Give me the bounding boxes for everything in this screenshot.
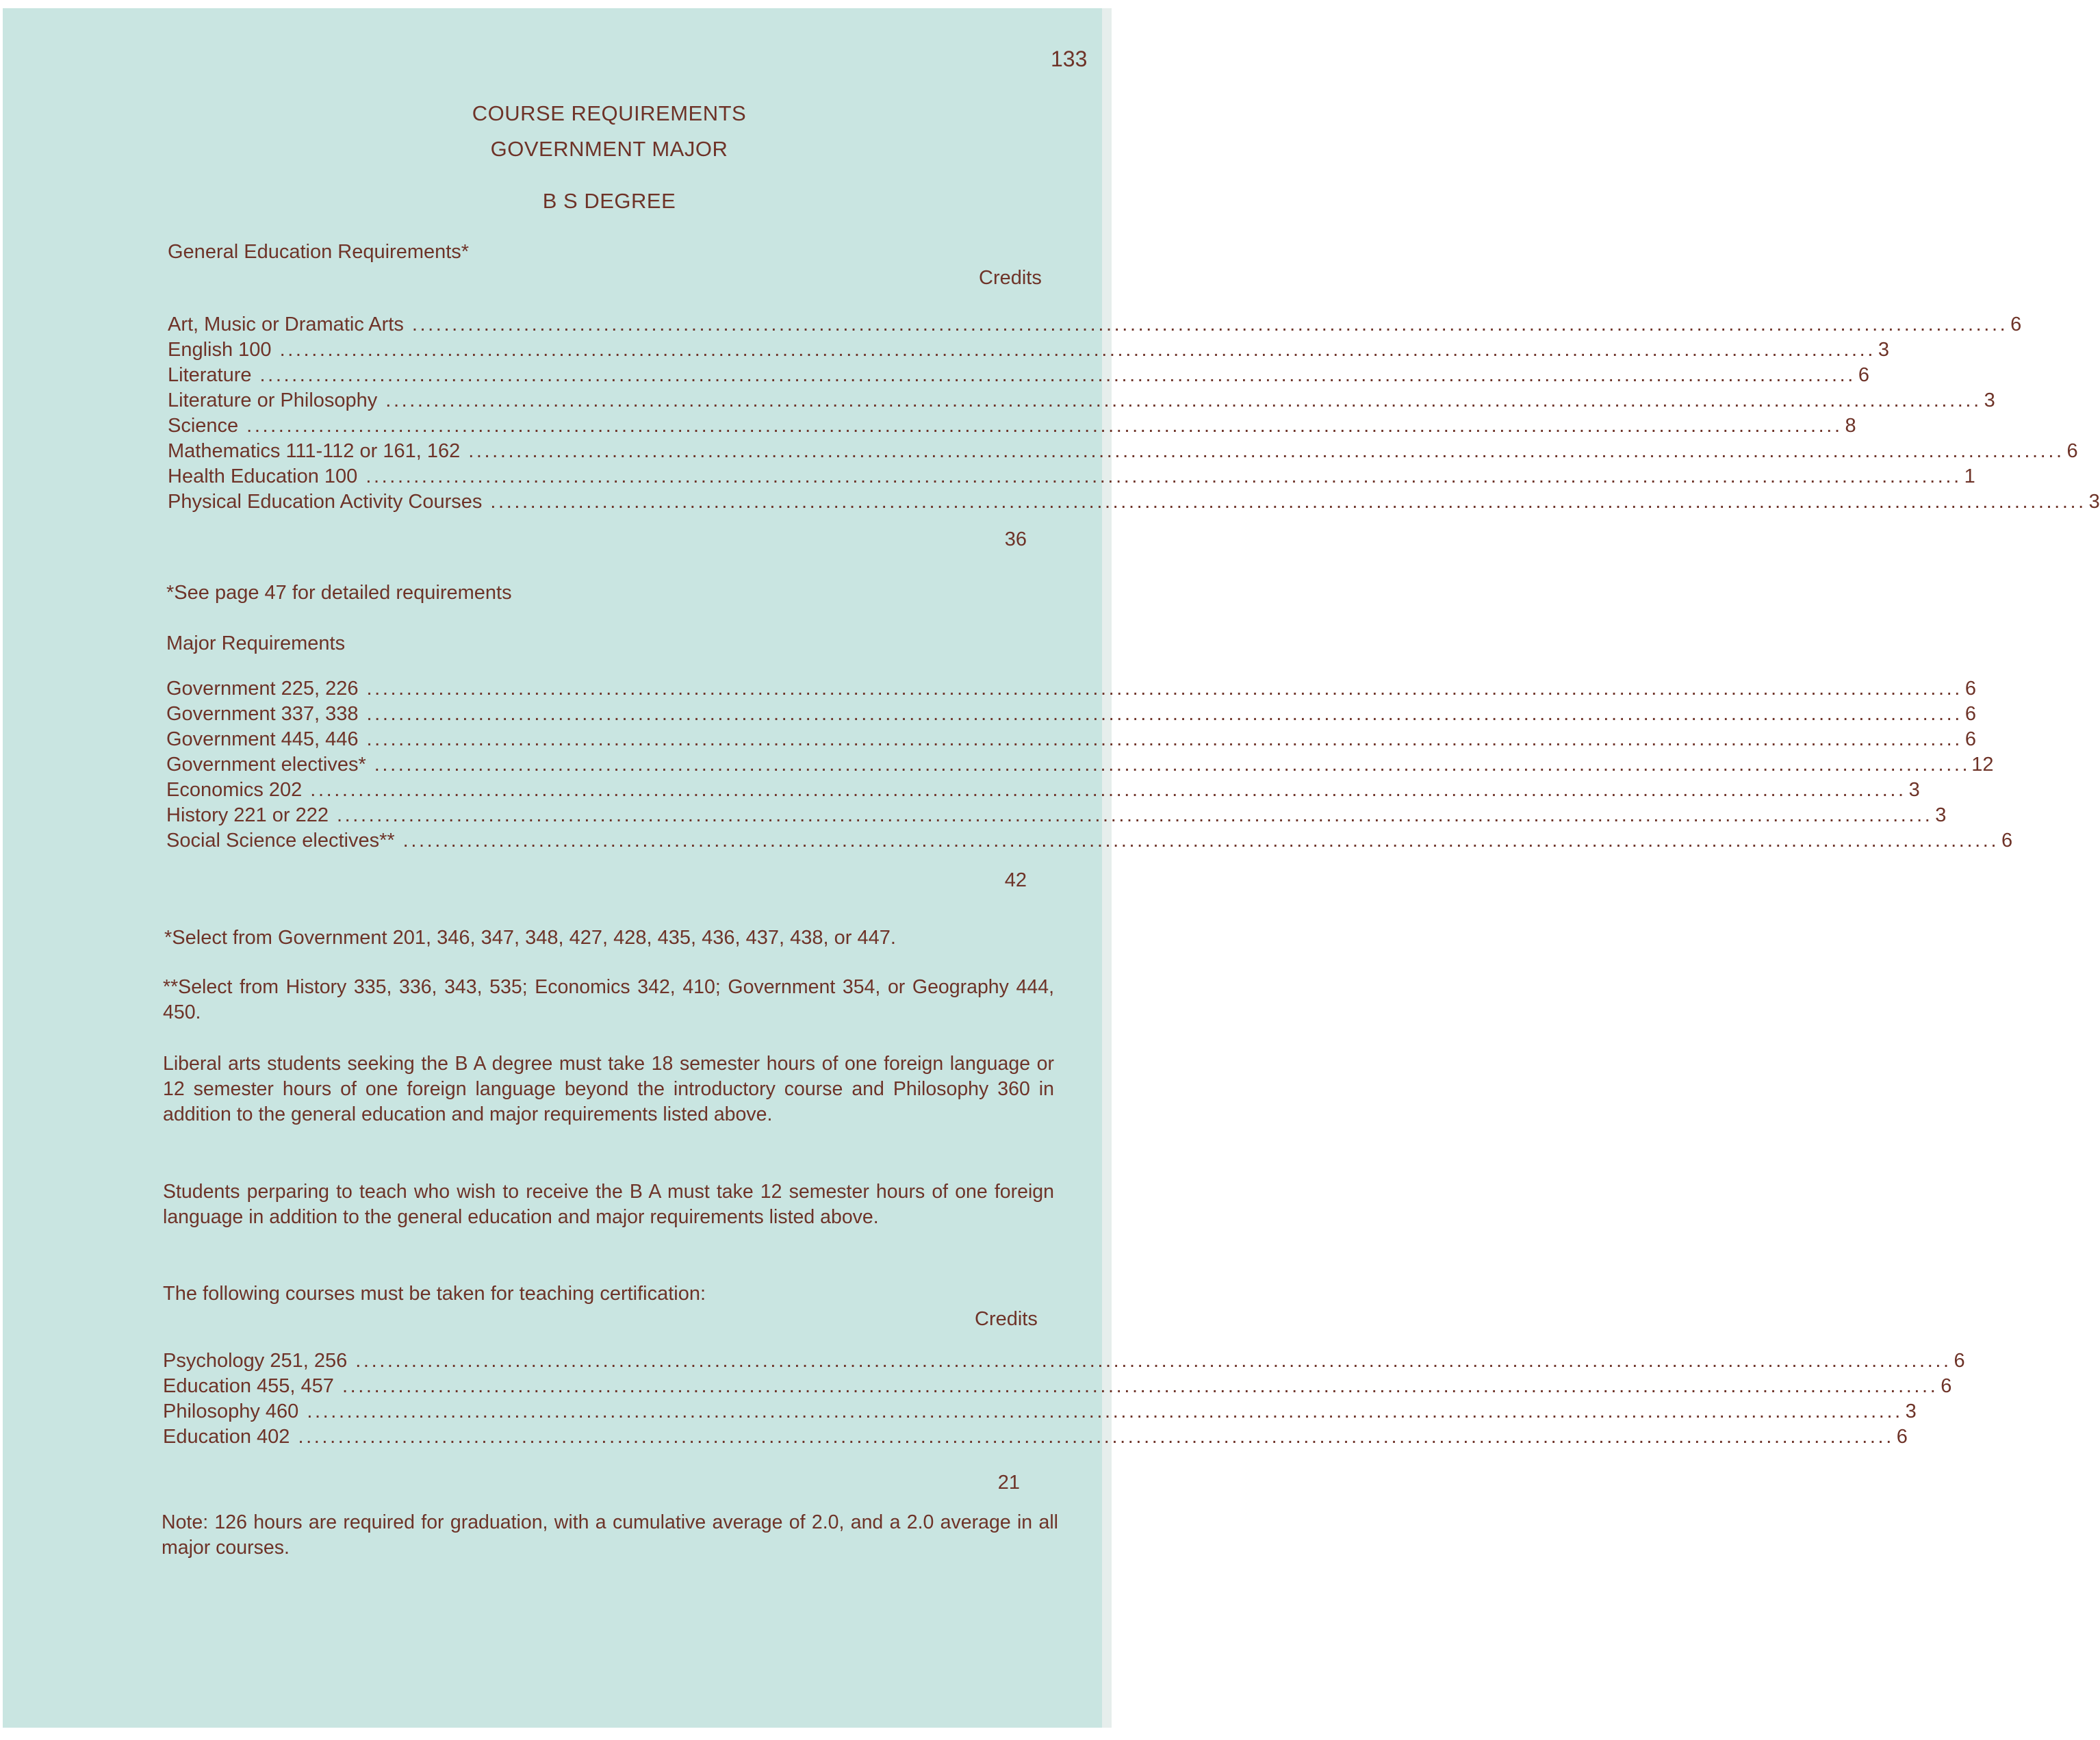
- graduation-note: Note: 126 hours are required for graduation, with a cumulative average of 2.0, and a 2.0 average in all major courses.: [162, 1511, 1058, 1559]
- course-credits: 3: [1984, 389, 1995, 411]
- dot-leader: ........................................................................................................................................................................................................: [402, 830, 1999, 852]
- requirement-row: [168, 415, 1856, 439]
- course-credits: 3: [1878, 339, 1889, 361]
- major-footnote-2: **Select from History 335, 336, 343, 535; Economics 342, 410; Government 354, or Geography 444, 450.: [163, 976, 1054, 1023]
- course-credits: 6: [1858, 364, 1869, 386]
- requirement-row: [168, 389, 1995, 414]
- requirement-row: [168, 465, 1975, 490]
- heading-line2: GOVERNMENT MAJOR: [490, 137, 728, 161]
- course-label: Psychology 251, 256: [163, 1350, 348, 1372]
- course-label: Physical Education Activity Courses: [168, 491, 483, 513]
- course-label: History 221 or 222: [166, 804, 329, 826]
- course-credits: 6: [2010, 314, 2022, 335]
- requirement-row: [166, 779, 1920, 804]
- dot-leader: ........................................................................................................................................................................................................: [468, 440, 2064, 462]
- course-label: Art, Music or Dramatic Arts: [168, 314, 404, 335]
- course-credits: 3: [1908, 779, 1920, 801]
- course-label: Education 402: [163, 1426, 290, 1448]
- course-label: Mathematics 111-112 or 161, 162: [168, 440, 461, 462]
- course-credits: 6: [1964, 728, 1976, 750]
- dot-leader: ........................................................................................................................................................................................................: [490, 491, 2086, 513]
- course-credits: 3: [1935, 804, 1947, 826]
- course-label: Economics 202: [166, 779, 303, 801]
- course-credits: 12: [1971, 754, 1994, 776]
- dot-leader: ........................................................................................................................................................................................................: [366, 703, 1962, 725]
- course-label: Education 455, 457: [163, 1375, 334, 1397]
- requirement-row: [163, 1375, 1952, 1400]
- course-credits: 6: [2001, 830, 2013, 852]
- dot-leader: ........................................................................................................................................................................................................: [411, 314, 2008, 335]
- course-label: Health Education 100: [168, 465, 358, 487]
- requirement-row: [166, 728, 1976, 753]
- requirement-row: [163, 1426, 1908, 1450]
- course-label: Government 445, 446: [166, 728, 359, 750]
- major-total: 42: [1004, 869, 1027, 891]
- requirement-row: [168, 440, 2078, 465]
- course-credits: 6: [2066, 440, 2078, 462]
- dot-leader: ........................................................................................................................................................................................................: [342, 1375, 1938, 1397]
- document-page: [3, 8, 1112, 1728]
- requirement-row: [166, 804, 1947, 829]
- teaching-paragraph: Students perparing to teach who wish to receive the B A must take 12 semester hours of one foreign language in addition to the general education and major requirements listed above.: [163, 1181, 1054, 1228]
- major-footnote-1: *Select from Government 201, 346, 347, 348, 427, 428, 435, 436, 437, 438, or 447.: [164, 927, 896, 949]
- course-credits: 8: [1845, 415, 1856, 437]
- course-credits: 3: [1905, 1400, 1917, 1422]
- requirement-row: [168, 314, 2022, 338]
- degree-heading: B S DEGREE: [542, 189, 676, 213]
- general-education-footnote: *See page 47 for detailed requirements: [166, 582, 512, 604]
- dot-leader: ........................................................................................................................................................................................................: [279, 339, 1875, 361]
- requirement-row: [168, 339, 1889, 363]
- course-credits: 6: [1896, 1426, 1908, 1448]
- general-education-title: General Education Requirements*: [168, 241, 470, 263]
- dot-leader: ........................................................................................................................................................................................................: [355, 1350, 1951, 1372]
- major-requirements-title: Major Requirements: [166, 632, 346, 654]
- dot-leader: ........................................................................................................................................................................................................: [366, 678, 1962, 700]
- course-credits: 3: [2088, 491, 2100, 513]
- certification-total: 21: [997, 1472, 1020, 1494]
- course-credits: 1: [1964, 465, 1975, 487]
- course-credits: 6: [1964, 703, 1976, 725]
- certification-credits-header: Credits: [975, 1308, 1038, 1330]
- requirement-row: [166, 703, 1976, 728]
- dot-leader: ........................................................................................................................................................................................................: [366, 728, 1962, 750]
- course-label: English 100: [168, 339, 272, 361]
- course-credits: 6: [1954, 1350, 1965, 1372]
- dot-leader: ........................................................................................................................................................................................................: [336, 804, 1933, 826]
- course-credits: 6: [1964, 678, 1976, 700]
- requirement-row: [163, 1350, 1965, 1374]
- dot-leader: ........................................................................................................................................................................................................: [298, 1426, 1894, 1448]
- course-label: Government 337, 338: [166, 703, 359, 725]
- course-label: Social Science electives**: [166, 830, 395, 852]
- course-label: Government 225, 226: [166, 678, 359, 700]
- requirement-row: [166, 678, 1976, 702]
- course-label: Philosophy 460: [163, 1400, 299, 1422]
- heading-line1: COURSE REQUIREMENTS: [472, 101, 747, 125]
- course-label: Government electives*: [166, 754, 366, 776]
- liberal-arts-paragraph: Liberal arts students seeking the B A degree must take 18 semester hours of one foreign language or 12 semester hours of one foreign language beyond the introductory course and Philosophy 360 in addition to the general education and major requirements listed above.: [163, 1053, 1054, 1125]
- requirement-row: [168, 491, 2100, 515]
- dot-leader: ........................................................................................................................................................................................................: [366, 465, 1962, 487]
- requirement-row: [166, 754, 1994, 778]
- course-label: Science: [168, 415, 239, 437]
- requirement-row: [166, 830, 2013, 854]
- certification-intro: The following courses must be taken for teaching certification:: [163, 1283, 706, 1305]
- requirement-row: [163, 1400, 1917, 1425]
- dot-leader: ........................................................................................................................................................................................................: [259, 364, 1856, 386]
- general-education-total: 36: [1004, 528, 1027, 550]
- credits-header: Credits: [979, 267, 1042, 289]
- course-label: Literature or Philosophy: [168, 389, 378, 411]
- requirement-row: [168, 364, 1869, 389]
- dot-leader: ........................................................................................................................................................................................................: [246, 415, 1843, 437]
- dot-leader: ........................................................................................................................................................................................................: [385, 389, 1982, 411]
- dot-leader: ........................................................................................................................................................................................................: [374, 754, 1971, 776]
- course-credits: 6: [1941, 1375, 1952, 1397]
- dot-leader: ........................................................................................................................................................................................................: [307, 1400, 1903, 1422]
- page-number: 133: [1051, 47, 1088, 71]
- course-label: Literature: [168, 364, 252, 386]
- dot-leader: ........................................................................................................................................................................................................: [310, 779, 1906, 801]
